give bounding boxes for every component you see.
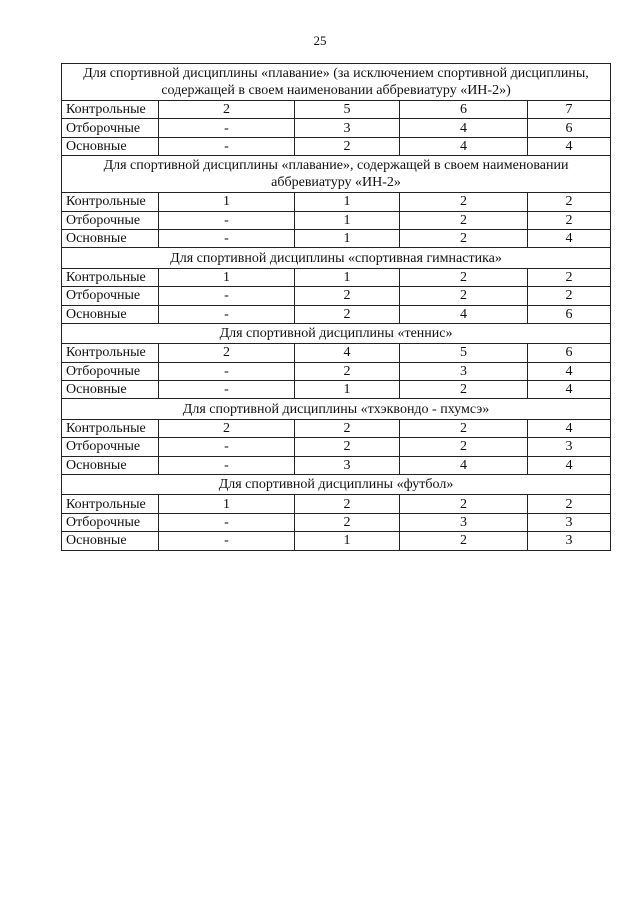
table-cell: - [159, 211, 295, 229]
table-cell: 2 [295, 305, 400, 323]
section-header-row [62, 399, 611, 419]
table-row [62, 381, 611, 399]
table-cell: 6 [528, 344, 611, 362]
table-cell: 3 [528, 513, 611, 531]
row-label: Основные [62, 229, 159, 247]
table-row [62, 137, 611, 155]
table-cell: 3 [400, 362, 528, 380]
table-cell: 2 [400, 193, 528, 211]
table-row [62, 419, 611, 437]
table-cell: 4 [295, 344, 400, 362]
table-cell: - [159, 438, 295, 456]
table-cell: 3 [400, 513, 528, 531]
table-cell: 6 [528, 305, 611, 323]
table-cell: 2 [159, 101, 295, 119]
table-cell: 4 [528, 229, 611, 247]
section-title: Для спортивной дисциплины «плавание» (за исключением спортивной дисциплины, содержащей в своем наименовании аббревиатуру «ИН-2») [62, 64, 611, 101]
table-row [62, 193, 611, 211]
row-label: Основные [62, 532, 159, 550]
table-cell: 1 [159, 495, 295, 513]
table-cell: 4 [400, 456, 528, 474]
table-row [62, 229, 611, 247]
row-label: Отборочные [62, 362, 159, 380]
table-cell: 1 [159, 268, 295, 286]
table-row [62, 438, 611, 456]
table-cell: - [159, 287, 295, 305]
table-cell: 2 [159, 419, 295, 437]
table-cell: 1 [159, 193, 295, 211]
table-cell: 2 [528, 193, 611, 211]
table-cell: 5 [400, 344, 528, 362]
row-label: Контрольные [62, 495, 159, 513]
table-cell: 4 [528, 456, 611, 474]
section-title: Для спортивной дисциплины «спортивная гимнастика» [62, 248, 611, 268]
table-row [62, 456, 611, 474]
table-cell: 2 [528, 287, 611, 305]
table-cell: 2 [400, 268, 528, 286]
section-title: Для спортивной дисциплины «теннис» [62, 323, 611, 343]
table-cell: - [159, 137, 295, 155]
table-row [62, 268, 611, 286]
table-cell: 4 [400, 119, 528, 137]
row-label: Контрольные [62, 268, 159, 286]
row-label: Отборочные [62, 513, 159, 531]
table-cell: 2 [400, 419, 528, 437]
table-cell: 1 [295, 193, 400, 211]
table-cell: 3 [295, 456, 400, 474]
row-label: Отборочные [62, 438, 159, 456]
section-title: Для спортивной дисциплины «тхэквондо - пхумсэ» [62, 399, 611, 419]
table-cell: 2 [295, 362, 400, 380]
table-cell: 2 [528, 211, 611, 229]
section-title: Для спортивной дисциплины «футбол» [62, 475, 611, 495]
table-cell: 6 [528, 119, 611, 137]
table-cell: 4 [528, 419, 611, 437]
section-header-row [62, 475, 611, 495]
table-cell: 4 [528, 362, 611, 380]
table-cell: 2 [295, 438, 400, 456]
table-cell: 2 [295, 513, 400, 531]
table-cell: 2 [400, 287, 528, 305]
row-label: Контрольные [62, 419, 159, 437]
table-cell: 1 [295, 532, 400, 550]
table-cell: 1 [295, 211, 400, 229]
table-cell: 4 [400, 305, 528, 323]
table-row [62, 344, 611, 362]
table-cell: - [159, 381, 295, 399]
table-row [62, 305, 611, 323]
table-cell: 2 [400, 495, 528, 513]
table-cell: 2 [400, 229, 528, 247]
table-cell: - [159, 362, 295, 380]
table-cell: 3 [528, 532, 611, 550]
table-cell: 7 [528, 101, 611, 119]
table-cell: 2 [295, 419, 400, 437]
table-cell: 2 [159, 344, 295, 362]
row-label: Основные [62, 456, 159, 474]
row-label: Контрольные [62, 193, 159, 211]
table-cell: 2 [295, 287, 400, 305]
table-row [62, 287, 611, 305]
table-row [62, 495, 611, 513]
competition-norms-table [61, 63, 611, 551]
row-label: Контрольные [62, 344, 159, 362]
table-cell: - [159, 513, 295, 531]
table-row [62, 532, 611, 550]
table-cell: 1 [295, 381, 400, 399]
row-label: Контрольные [62, 101, 159, 119]
section-title: Для спортивной дисциплины «плавание», содержащей в своем наименовании аббревиатуру «ИН-2» [62, 156, 611, 193]
section-header-row [62, 156, 611, 193]
table-cell: 2 [295, 137, 400, 155]
table-cell: 2 [528, 495, 611, 513]
table-cell: - [159, 119, 295, 137]
table-cell: 1 [295, 229, 400, 247]
table-row [62, 211, 611, 229]
table-row [62, 101, 611, 119]
table-cell: 2 [400, 532, 528, 550]
page-number: 25 [313, 33, 327, 48]
table-cell: - [159, 532, 295, 550]
table-cell: 6 [400, 101, 528, 119]
row-label: Основные [62, 381, 159, 399]
section-header-row [62, 323, 611, 343]
table-cell: 2 [400, 438, 528, 456]
table-row [62, 513, 611, 531]
row-label: Отборочные [62, 211, 159, 229]
table-cell: 5 [295, 101, 400, 119]
table-cell: 4 [528, 137, 611, 155]
table-cell: 1 [295, 268, 400, 286]
table-cell: 2 [400, 211, 528, 229]
section-header-row [62, 248, 611, 268]
table-cell: 3 [528, 438, 611, 456]
row-label: Отборочные [62, 287, 159, 305]
table-cell: - [159, 305, 295, 323]
table-cell: 4 [400, 137, 528, 155]
table-cell: 2 [295, 495, 400, 513]
row-label: Основные [62, 137, 159, 155]
table-row [62, 362, 611, 380]
table-cell: 4 [528, 381, 611, 399]
table-cell: 2 [400, 381, 528, 399]
row-label: Отборочные [62, 119, 159, 137]
row-label: Основные [62, 305, 159, 323]
section-header-row [62, 64, 611, 101]
table-cell: 3 [295, 119, 400, 137]
table-cell: 2 [528, 268, 611, 286]
norms-table-body [62, 64, 611, 551]
table-row [62, 119, 611, 137]
table-cell: - [159, 229, 295, 247]
table-cell: - [159, 456, 295, 474]
